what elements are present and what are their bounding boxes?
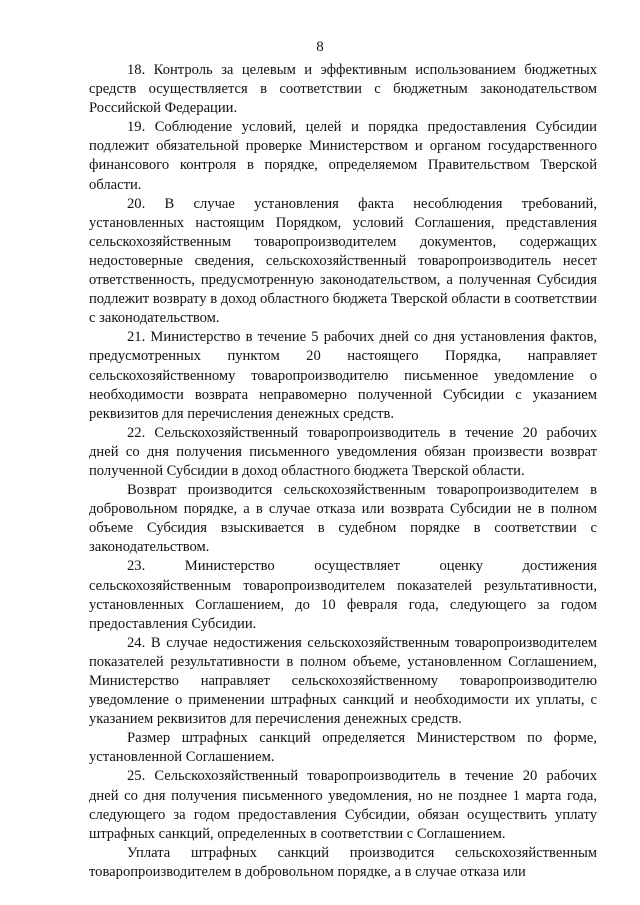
paragraph-21-return-notice: 21. Министерство в течение 5 рабочих дней со дня установления фактов, предусмотренных пунктом 20 настоящего Порядка, направляет сельскохозяйственному товаропроизводителю письменное уведомление о необходимости возврата неправомерно полученной Субсидии с указанием реквизитов для перечисления денежных средств.: [89, 329, 597, 422]
paragraph-24-penalty-amount: Размер штрафных санкций определяется Министерством по форме, установленной Соглашением.: [89, 730, 597, 766]
paragraph-18-budget-control: 18. Контроль за целевым и эффективным использованием бюджетных средств осуществляется в соответствии с бюджетным законодательством Российской Федерации.: [89, 62, 597, 117]
paragraph-25-penalty-payment: 25. Сельскохозяйственный товаропроизводитель в течение 20 рабочих дней со дня получения письменного уведомления, но не позднее 1 марта года, следующего за годом предоставления Субсидии, обязан осуществить уплату штрафных санкций, определенных в соответствии с Соглашением.: [89, 768, 597, 842]
paragraph-25-penalty-procedure: Уплата штрафных санкций производится сельскохозяйственным товаропроизводителем в добровольном порядке, а в случае отказа или: [89, 844, 597, 880]
paragraph-19-compliance-check: 19. Соблюдение условий, целей и порядка предоставления Субсидии подлежит обязательной проверке Министерством и органом государственного финансового контроля в порядке, определяемом Правительством Тверской области.: [89, 119, 597, 193]
paragraph-22-return-deadline: 22. Сельскохозяйственный товаропроизводитель в течение 20 рабочих дней со дня получения письменного уведомления обязан произвести возврат полученной Субсидии в доход областного бюджета Тверской области.: [89, 424, 597, 479]
page-number: 8: [316, 39, 324, 55]
paragraph-23-performance-evaluation: 23. Министерство осуществляет оценку достижения сельскохозяйственным товаропроизводителем показателей результативности, установленных Соглашением, до 10 февраля года, следующего за годом предоставления Субсидии.: [89, 558, 597, 632]
paragraph-20-violation-liability: 20. В случае установления факта несоблюдения требований, установленных настоящим Порядком, условий Соглашения, представления сельскохозяйственным товаропроизводителем документов, содержащих недостоверные сведения, сельскохозяйственный товаропроизводитель несет ответственность, предусмотренную законодательством, а полученная Субсидия подлежит возврату в доход областного бюджета Тверской области в соответствии с законодательством.: [89, 195, 597, 327]
document-body: [89, 61, 597, 882]
paragraph-22-return-procedure: Возврат производится сельскохозяйственным товаропроизводителем в добровольном порядке, а в случае отказа или возврата Субсидии не в полном объеме Субсидия взыскивается в судебном порядке в соответствии с законодательством.: [89, 482, 597, 556]
paragraph-24-penalty-notice: 24. В случае недостижения сельскохозяйственным товаропроизводителем показателей результативности в полном объеме, установленном Соглашением, Министерство направляет сельскохозяйственному товаропроизводителю уведомление о применении штрафных санкций и необходимости их уплаты, с указанием реквизитов для перечисления денежных средств.: [89, 634, 597, 728]
